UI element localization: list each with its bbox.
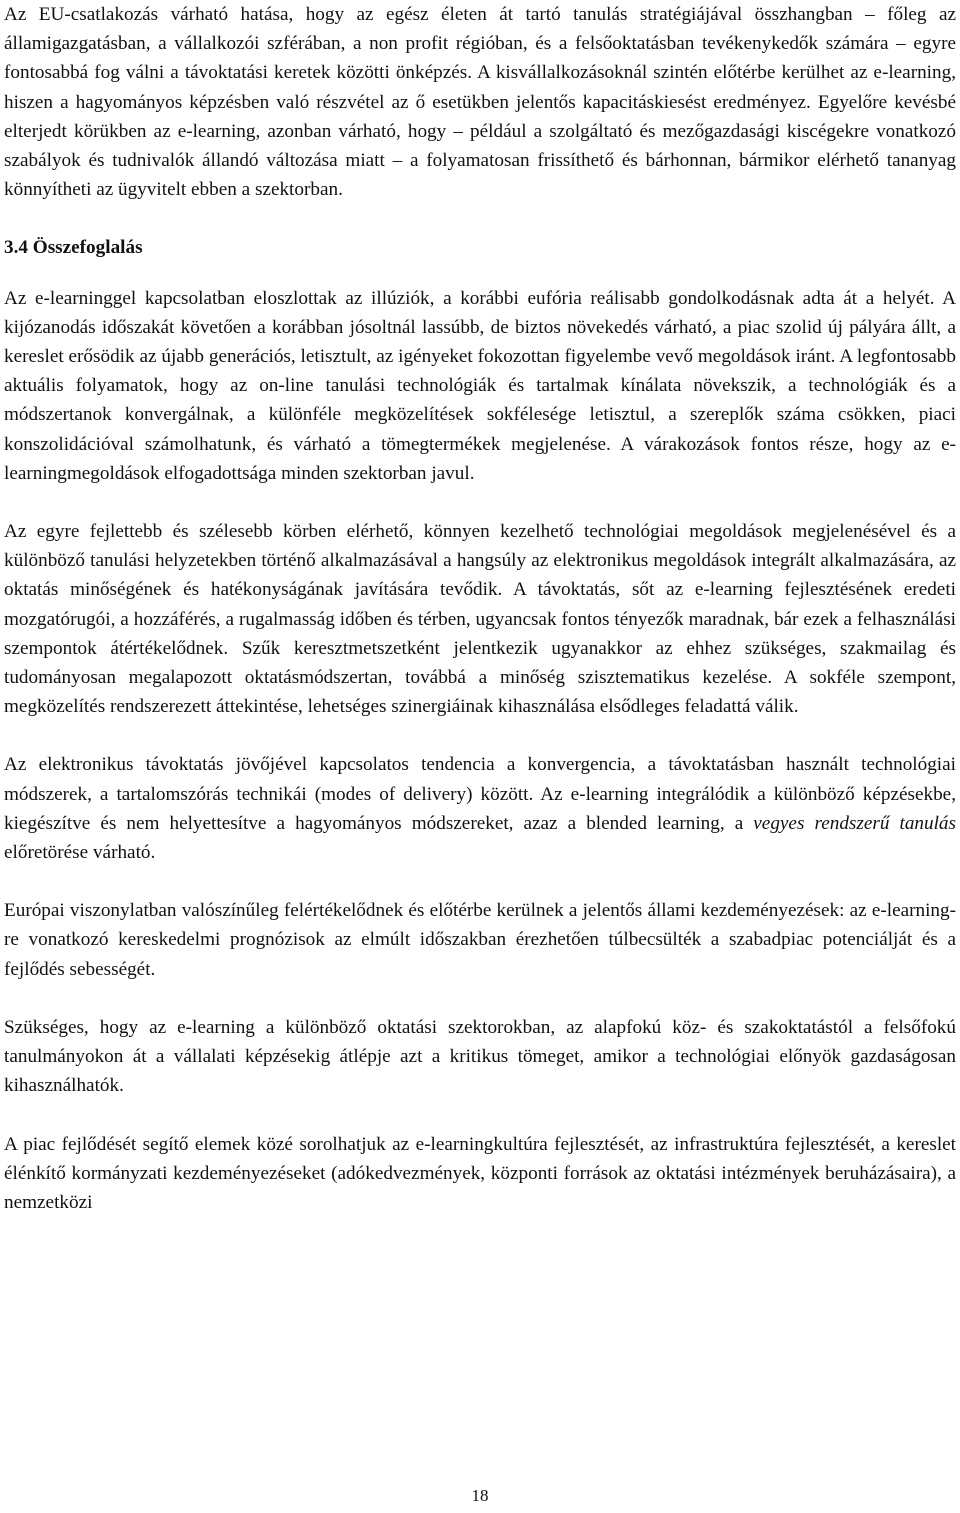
section-heading: 3.4 Összefoglalás [4,237,143,259]
paragraph-eu-accession: Az EU-csatlakozás várható hatása, hogy az egész életen át tartó tanulás stratégiájával összhangban – főleg az államigazgatásban, a vállalkozói szférában, a non profit régióban, és a felsőoktatásban tevékenykedők számára – egyre fontosabbá fog válni a távoktatási keretek közötti önképzés. A kisvállalkozásoknál szintén előtérbe kerülhet az e-learning, hiszen a hagyományos képzésben való részvétel az ő esetükben jelentős kapacitáskiesést eredményez. Egyelőre kevésbé elterjedt körükben az e-learning, azonban várható, hogy – például a szolgáltató és mezőgazdasági kiscégekre vonatkozó szabályok és tudnivalók állandó változása miatt – a folyamatosan frissíthető és bárhonnan, bármikor elérhető tananyag könnyítheti az ügyvitelt ebben a szektorban. [4,4,956,201]
paragraph-european-initiatives: Európai viszonylatban valószínűleg felértékelődnek és előtérbe kerülnek a jelentős állami kezdeményezések: az e-learning-re vonatkozó kereskedelmi prognózisok az elmúlt időszakban érezhetően túlbecsülték a szabadpiac potenciálját és a fejlődés sebességét. [4,900,956,980]
blended-text-after: előretörése várható. [4,842,156,864]
paragraph-technology-solutions: Az egyre fejlettebb és szélesebb körben elérhető, könnyen kezelhető technológiai megoldások megjelenésével és a különböző tanulási helyzetekben történő alkalmazásával a hangsúly az elektronikus megoldások integrált alkalmazására, az oktatás minőségének és hatékonyságának javítására tevődik. A távoktatás, sőt az e-learning fejlesztésének eredeti mozgatórugói, a hozzáférés, a rugalmasság időben és térben, ugyancsak fontos tényezők maradnak, bár ezek a felhasználási szempontok átértékelődnek. Szűk keresztmetszetként jelentkezik ugyanakkor az ehhez szükséges, szakmailag és tudományosan megalapozott oktatásmódszertan, továbbá a minőség szisztematikus kezelése. A sokféle szempont, megközelítés rendszerezett áttekintése, lehetséges szinergiáinak kihasználása elsődleges feladattá válik. [4,521,956,718]
paragraph-market-development: A piac fejlődését segítő elemek közé sorolhatjuk az e-learningkultúra fejlesztését, az infrastruktúra fejlesztését, a kereslet élénkítő kormányzati kezdeményezéseket (adókedvezmények, központi források az oktatási intézmények beruházásaira), a nemzetközi [4,1133,956,1213]
paragraph-critical-mass: Szükséges, hogy az e-learning a különböző oktatási szektorokban, az alapfokú köz- és szakoktatástól a felsőfokú tanulmányokon át a vállalati képzésekig átlépje azt a kritikus tömeget, amikor a technológiai előnyök gazdaságosan kihasználhatók. [4,1016,956,1097]
document-page [4,0,956,1217]
page-number: 18 [471,1486,489,1505]
blended-text-italic: vegyes rendszerű tanulás [753,812,956,834]
paragraph-blended-learning [4,750,956,867]
paragraph-summary-illusions: Az e-learninggel kapcsolatban eloszlottak az illúziók, a korábbi eufória reálisabb gondolkodásnak adta át a helyét. A kijózanodás időszakát követően a korábban jósoltnál lassúbb, de biztos növekedés várható, a piac szolid új pályára állt, a kereslet erősödik az újabb generációs, letisztult, az igényeket fokozottan figyelembe vevő megoldások iránt. A legfontosabb aktuális folyamatok, hogy az on-line tanulási technológiák és tartalmak kínálata növekszik, a technológiák és a módszertanok konvergálnak, a különféle megközelítések sokfélesége letisztul, a szereplők száma csökken, piaci konszolidációval számolhatunk, és várható a tömegtermékek megjelenése. A várakozások fontos része, hogy az e-learningmegoldások elfogadottsága minden szektorban javul. [4,287,956,484]
blended-text-before: Az elektronikus távoktatás jövőjével kapcsolatos tendencia a konvergencia, a távoktatásban használt technológiai módszerek, a tartalomszórás technikái (modes of delivery) között. Az e-learning integrálódik a különböző képzésekbe, kiegészítve és nem helyettesítve a hagyományos módszereket, azaz a blended learning, a [4,754,956,834]
